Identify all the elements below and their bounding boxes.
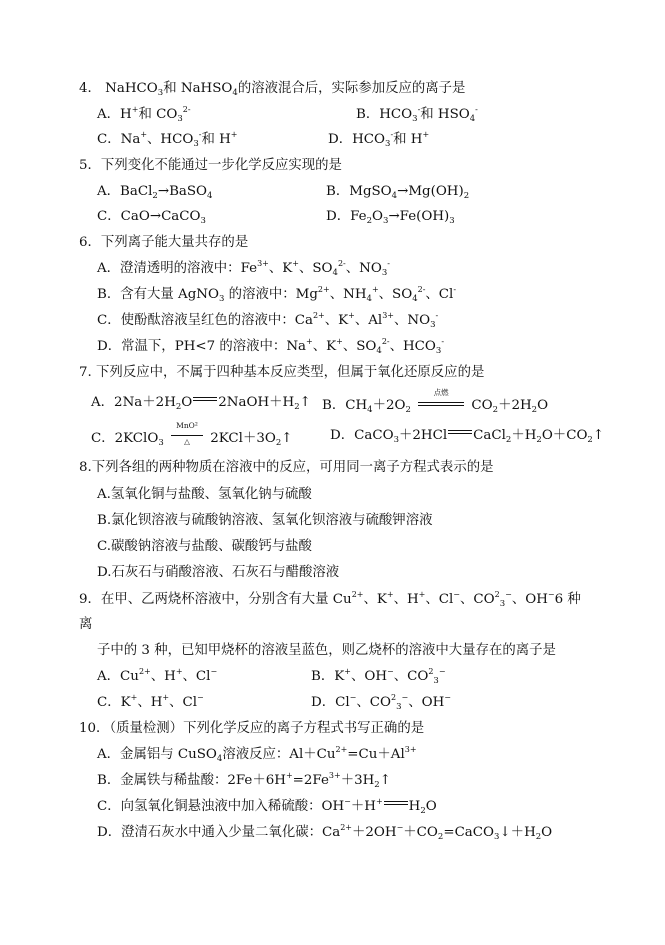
equals-sign xyxy=(193,395,217,405)
question-9-stem-line1: 9．在甲、乙两烧杯溶液中，分别含有大量 $Cu^{2+}$、K+、H+、Cl−、$CO^2_3^-$、OH−6 种 xyxy=(79,590,581,609)
question-5-option-c[interactable]: C．CaO→CaCO$_3$ xyxy=(97,209,206,226)
question-4-option-c[interactable]: C．Na+、$HCO_3^-$和 H+ xyxy=(97,130,238,149)
question-5-option-d[interactable]: D．$Fe_2O_3\to Fe(OH)_3$ xyxy=(326,209,455,226)
question-8-stem: 8.下列各组的两种物质在溶液中的反应，可用同一离子方程式表示的是 xyxy=(79,460,494,475)
question-10-option-a[interactable]: A．金属铝与 CuSO$_4$溶液反应：$Al+Cu^{2+}=Cu+Al^{3+}$ xyxy=(97,745,417,764)
question-6-option-d[interactable]: D．常温下，PH<7 的溶液中：Na+、K+、$SO_4^{2-}$、$HCO_3^-$ xyxy=(97,337,445,356)
question-10-option-d[interactable]: D．澄清石灰水中通入少量二氧化碳：$Ca^{2+}+2OH^-+CO_2=CaCO_3↓+H_2O$ xyxy=(97,823,553,842)
question-5-option-b[interactable]: B．$MgSO_4\to Mg(OH)_2$ xyxy=(326,184,470,201)
question-4-option-d[interactable]: D．$HCO_3^-$和 H+ xyxy=(328,130,430,149)
question-4-stem: 4． NaHCO$_3$和 NaHSO$_4$的溶液混合后，实际参加反应的离子是 xyxy=(79,81,466,98)
question-6-stem: 6．下列离子能大量共存的是 xyxy=(79,235,249,250)
question-8-option-b[interactable]: B.氯化钡溶液与硫酸钠溶液、氢氧化钡溶液与硫酸钾溶液 xyxy=(97,513,433,528)
question-8-option-c[interactable]: C.碳酸钠溶液与盐酸、碳酸钙与盐酸 xyxy=(97,539,312,554)
question-9-option-a[interactable]: A．$Cu^{2+}$、H+、Cl− xyxy=(97,667,218,684)
question-4-option-b[interactable]: B．$HCO_3^-$和 $HSO_4^-$ xyxy=(356,105,478,124)
question-5-stem: 5．下列变化不能通过一步化学反应实现的是 xyxy=(79,158,342,173)
question-8-option-d[interactable]: D.石灰石与硝酸溶液、石灰石与醋酸溶液 xyxy=(97,565,340,580)
question-10-option-c[interactable]: C．向氢氧化铜悬浊液中加入稀硫酸：OH−＋H+ $H_2O$ xyxy=(97,797,437,816)
question-7-option-d[interactable]: D．CaCO$_3$＋2HCl $CaCl_2+H_2O+CO_2↑$ xyxy=(330,428,605,445)
question-9-option-d[interactable]: D．Cl−、$CO^2_3^-$、OH− xyxy=(311,693,451,712)
question-7-option-a[interactable]: A．$2Na+2H_2O$ $2NaOH+H_2↑$ xyxy=(91,395,311,412)
reaction-condition-catalyst: MnO² △ xyxy=(171,427,203,445)
question-7-option-c[interactable]: C．2KClO$_3$ MnO² △ $2KCl+3O_2↑$ xyxy=(91,421,293,448)
question-6-option-c[interactable]: C．使酚酞溶液呈红色的溶液中：$Ca^{2+}$、K+、$Al^{3+}$、$NO_3^-$ xyxy=(97,311,439,330)
reaction-condition-ignite: 点燃 xyxy=(418,394,464,412)
question-9-stem-line3: 子中的 3 种，已知甲烧杯的溶液呈蓝色，则乙烧杯的溶液中大量存在的离子是 xyxy=(97,643,556,658)
question-9-option-b[interactable]: B．K+、OH−、$CO^2_3^-$ xyxy=(311,667,446,686)
question-7-stem: 7. 下列反应中，不属于四种基本反应类型，但属于氧化还原反应的是 xyxy=(79,365,485,380)
question-7-option-b[interactable]: B．$CH_4+2O_2$ 点燃 $CO_2+2H_2O$ xyxy=(322,388,549,415)
question-6-option-b[interactable]: B．含有大量 AgNO$_3$ 的溶液中：$Mg^{2+}$、$NH_4^+$、$SO_4^{2-}$、Cl- xyxy=(97,285,457,304)
question-9-stem-line2: 离 xyxy=(79,617,93,632)
question-5-option-a[interactable]: A．BaCl$_2$→BaSO$_4$ xyxy=(97,184,213,201)
question-4-option-a[interactable]: A．H+和 $CO_3^{2-}$ xyxy=(97,105,191,124)
question-6-option-a[interactable]: A．澄清透明的溶液中：$Fe^{3+}$、K+、$SO_4^{2-}$、$NO_3^-$ xyxy=(97,259,390,278)
question-8-option-a[interactable]: A.氢氧化铜与盐酸、氢氧化钠与硫酸 xyxy=(97,487,312,502)
equals-sign xyxy=(448,428,472,438)
question-10-option-b[interactable]: B．金属铁与稀盐酸：$2Fe+6H^+=2Fe^{3+}+3H_2↑$ xyxy=(97,771,391,790)
equals-sign xyxy=(384,799,408,809)
question-9-option-c[interactable]: C．K+、H+、Cl− xyxy=(97,693,204,710)
question-10-stem: 10．（质量检测）下列化学反应的离子方程式书写正确的是 xyxy=(79,721,425,736)
